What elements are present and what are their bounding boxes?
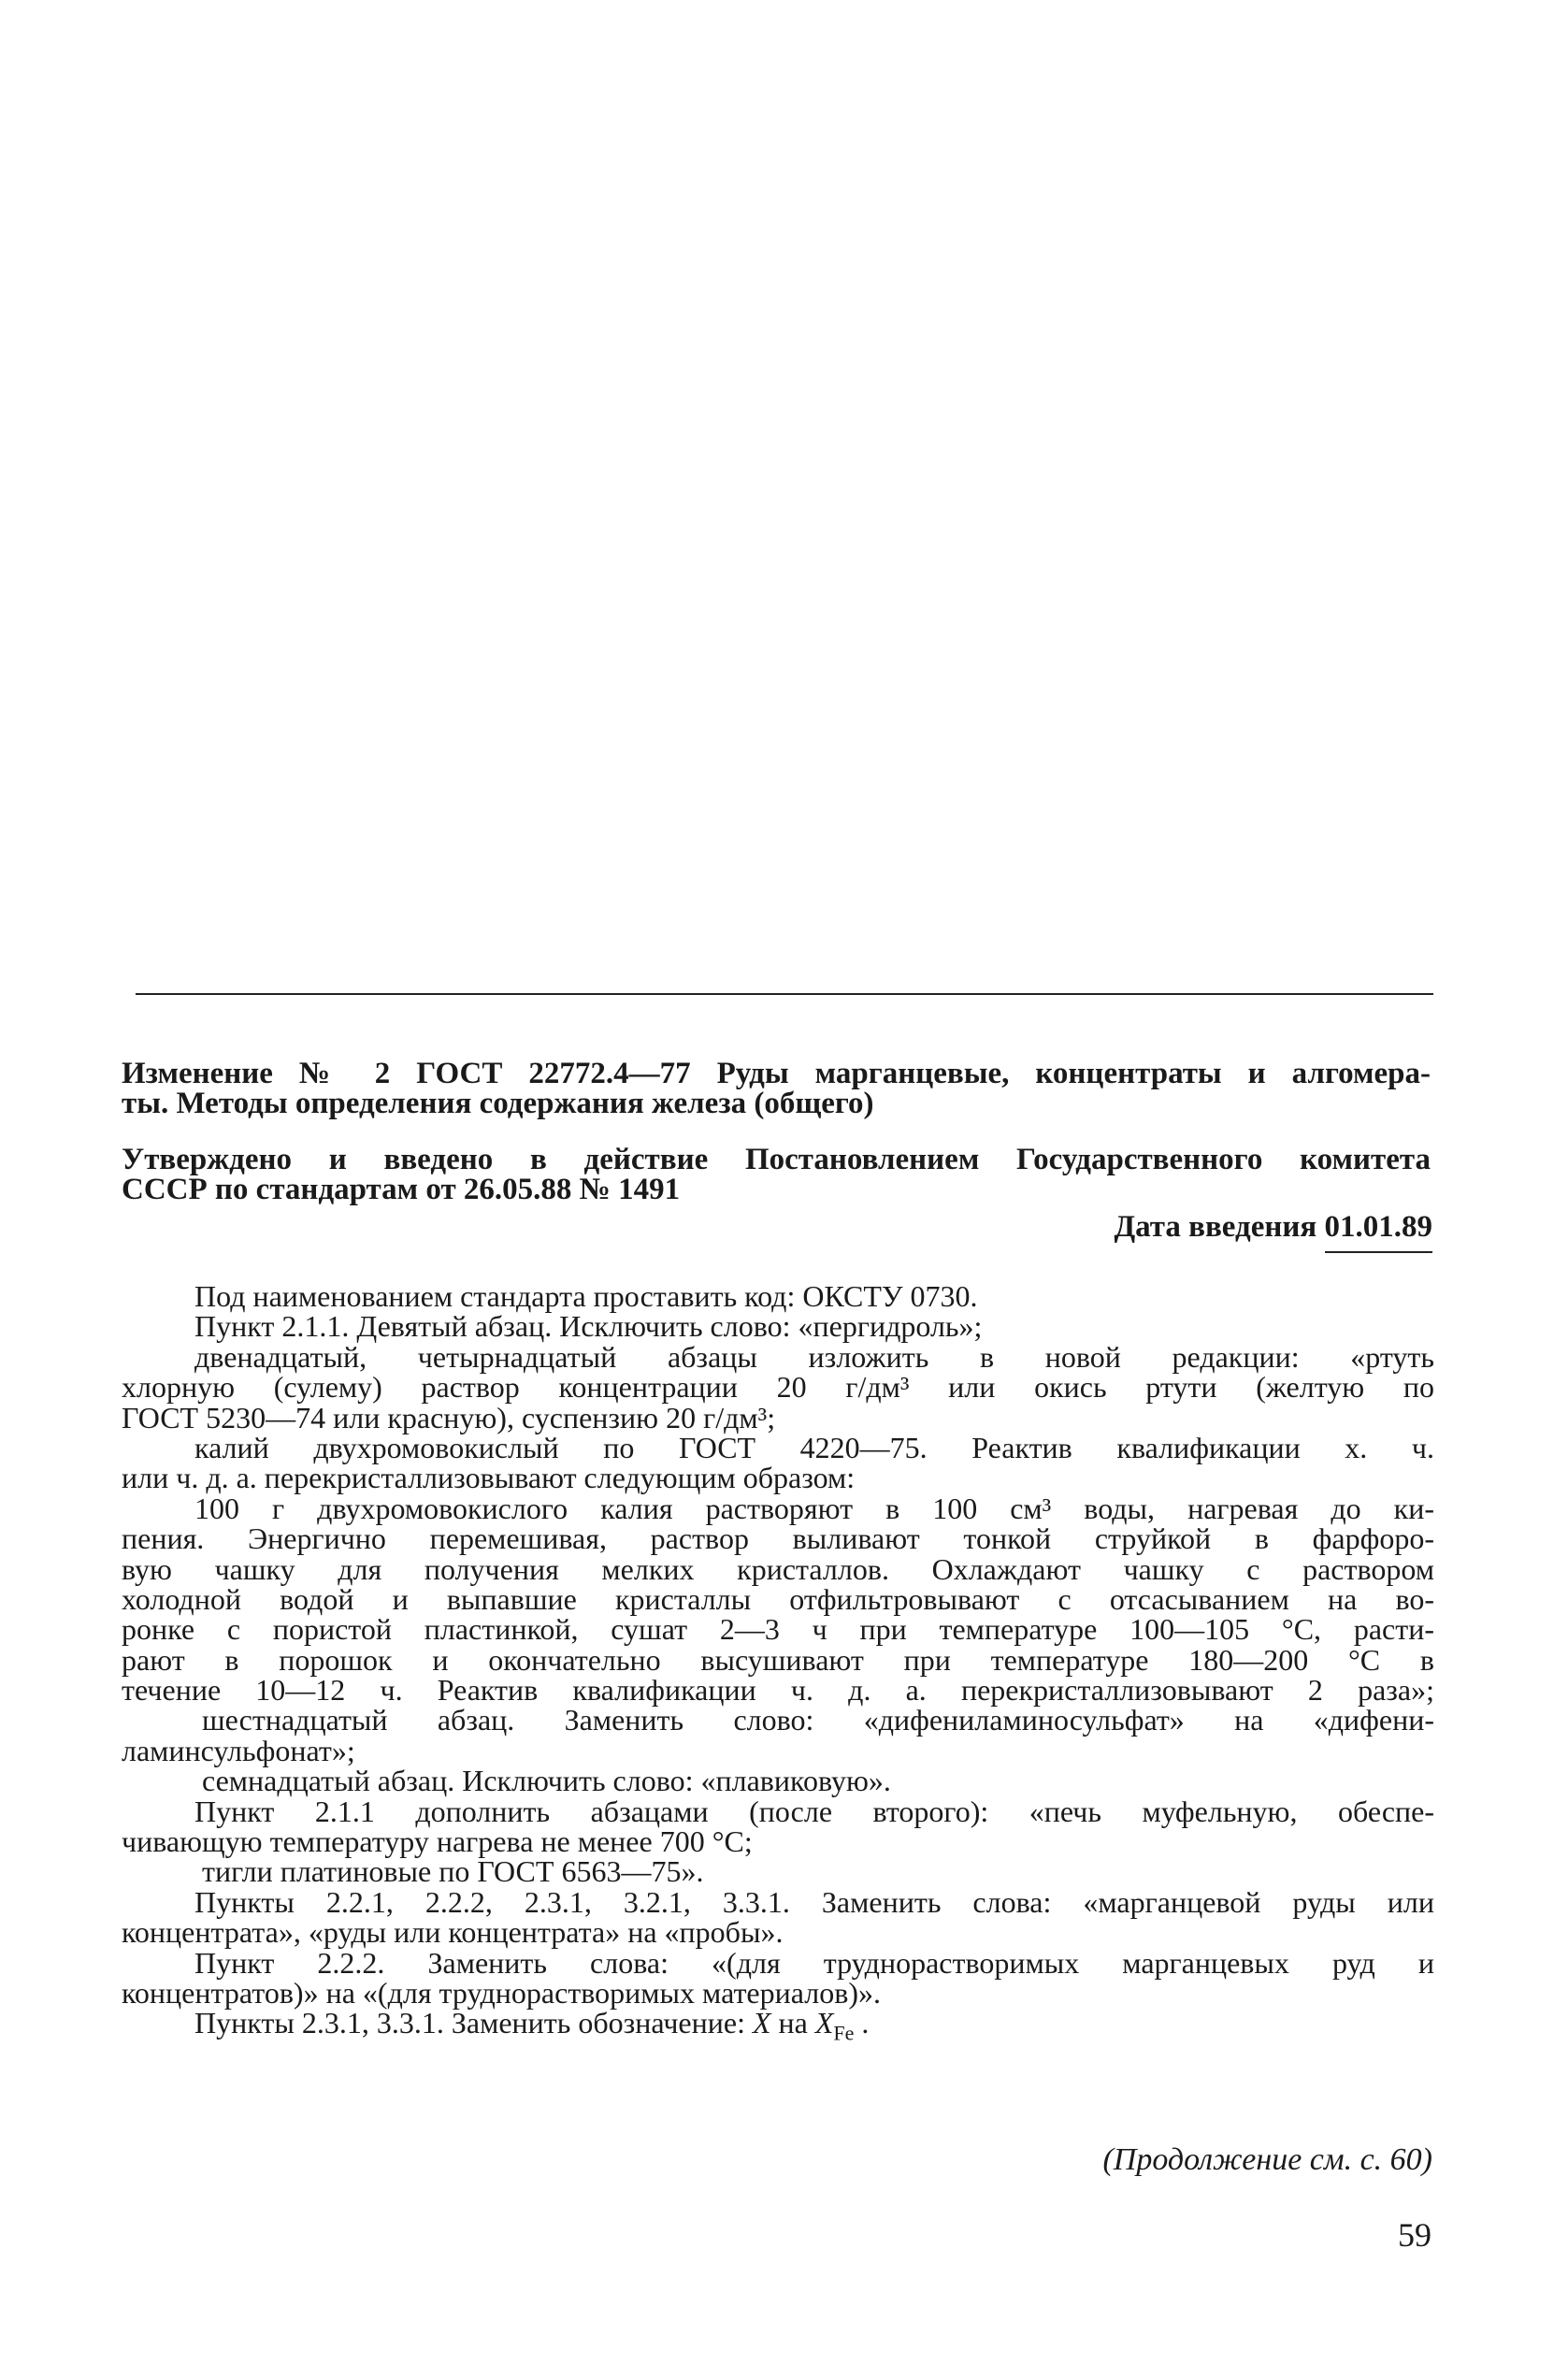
body-word-na: на [778,2006,808,2040]
body-line: Пункты 2.3.1, 3.3.1. Заменить обозначение: [194,2006,745,2040]
title-line: ты. Методы определения содержания железа (общего) [122,1087,874,1121]
approval-line: СССР по стандартам от 26.05.88 № 1491 [122,1173,681,1207]
body-line: ламинсульфонат»; [122,1733,355,1767]
body-line: семнадцатый абзац. Исключить слово: «плавиковую». [202,1764,891,1798]
body-final-period: . [861,2006,870,2040]
body-line: рают в порошок и окончательно высушивают при температуре 180—200 °С в [122,1642,1434,1677]
title-line: Изменение № 2 ГОСТ 22772.4—77 Руды марганцевые, концентраты и алгомера- [122,1057,1431,1090]
body-line: Пункт 2.2.2. Заменить слова: «(для труднорастворимых марганцевых руд и [194,1945,1434,1980]
page-number: 59 [1398,2216,1431,2254]
document-title [122,1055,1431,1121]
approval-line: Утверждено и введено в действие Постановлением Государственного комитета [122,1143,1431,1176]
symbol-subscript-fe: Fe [833,2021,855,2045]
top-divider [136,993,1433,995]
body-line: пения. Энергично перемешивая, раствор выливают тонкой струйкой в фарфоро- [122,1521,1434,1556]
body-line: Пункт 2.1.1 дополнить абзацами (после второго): «печь муфельную, обеспе- [194,1794,1434,1828]
body-line: концентратов)» на «(для труднорастворимых материалов)». [122,1975,881,2010]
body-line: 100 г двухромовокислого калия растворяют в 100 см³ воды, нагревая до ки- [194,1491,1434,1525]
body-line: двенадцатый, четырнадцатый абзацы изложить в новой редакции: «ртуть [194,1339,1434,1374]
body-line: шестнадцатый абзац. Заменить слово: «дифениламиносульфат» на «дифени- [202,1703,1434,1737]
body-line: концентрата», «руды или концентрата» на «пробы». [122,1915,784,1950]
body-line: ГОСТ 5230—74 или красную), суспензию 20 г/дм³; [122,1400,776,1434]
body-line: чивающую температуру нагрева не менее 700 °С; [122,1824,753,1859]
body-line: Пункт 2.1.1. Девятый абзац. Исключить слово: «пергидроль»; [194,1309,983,1344]
body-line: ронке с пористой пластинкой, сушат 2—3 ч при температуре 100—105 °С, расти- [122,1612,1434,1647]
body-line: Под наименованием стандарта проставить код: ОКСТУ 0730. [194,1279,978,1313]
approval-note [122,1141,1431,1207]
date-value: 01.01.89 [1325,1208,1433,1253]
symbol-x-fe: X [814,2006,834,2040]
introduction-date [1114,1208,1432,1253]
body-line: Пункты 2.2.1, 2.2.2, 2.3.1, 3.2.1, 3.3.1. Заменить слова: «марганцевой руды или [194,1884,1434,1919]
symbol-x: X [752,2006,771,2040]
continuation-note: (Продолжение см. с. 60) [1102,2142,1432,2177]
body-line: хлорную (сулему) раствор концентрации 20 г/дм³ или окись ртути (желтую по [122,1370,1434,1405]
body-line: холодной водой и выпавшие кристаллы отфильтровывают с отсасыванием на во- [122,1581,1434,1616]
body-line: калий двухромовокислый по ГОСТ 4220—75. Реактив квалификации х. ч. [194,1430,1434,1464]
date-label: Дата введения [1114,1210,1317,1244]
body-line: тигли платиновые по ГОСТ 6563—75». [202,1854,704,1889]
body-line: течение 10—12 ч. Реактив квалификации ч. д. а. перекристаллизовывают 2 раза»; [122,1673,1434,1708]
body-line: вую чашку для получения мелких кристаллов. Охлаждают чашку с раствором [122,1551,1434,1586]
amendment-body [122,1279,1434,2045]
body-line: или ч. д. а. перекристаллизовывают следующим образом: [122,1461,856,1495]
body-line-symbols [122,2006,1434,2045]
